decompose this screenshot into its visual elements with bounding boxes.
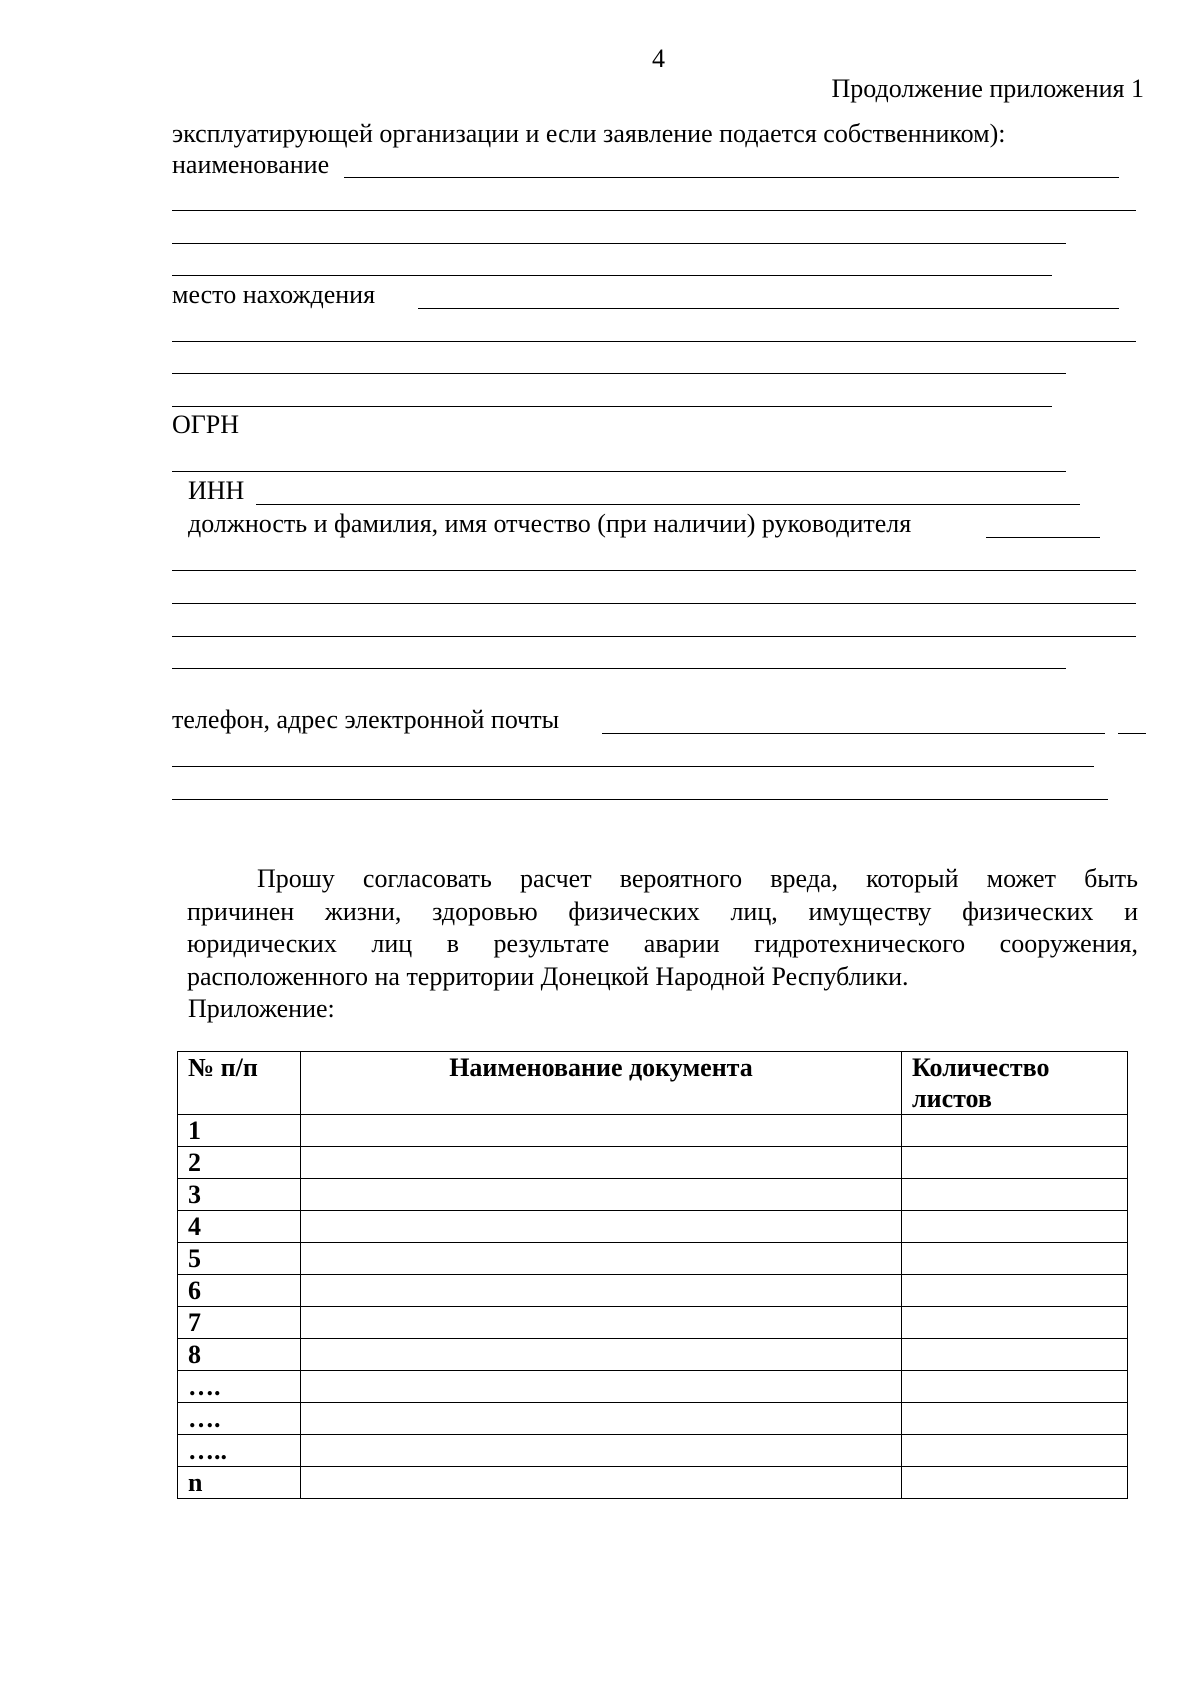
head-input-line[interactable] bbox=[986, 537, 1100, 538]
head-input-line-2[interactable] bbox=[172, 570, 1136, 571]
location-input-line-3[interactable] bbox=[172, 373, 1066, 374]
head-input-line-4[interactable] bbox=[172, 636, 1136, 637]
document-name-cell[interactable] bbox=[301, 1243, 902, 1275]
row-number: 3 bbox=[178, 1179, 301, 1211]
row-number: ….. bbox=[178, 1435, 301, 1467]
head-input-line-5[interactable] bbox=[172, 668, 1066, 669]
intro-line: эксплуатирующей организации и если заявление подается собственником): bbox=[172, 119, 1006, 148]
sheet-count-cell[interactable] bbox=[902, 1147, 1128, 1179]
sheet-count-cell[interactable] bbox=[902, 1371, 1128, 1403]
table-row bbox=[178, 1339, 1128, 1371]
request-line-1: Прошу согласовать расчет вероятного вреда, который может быть bbox=[257, 864, 1138, 893]
row-number: 5 bbox=[178, 1243, 301, 1275]
sheet-count-cell[interactable] bbox=[902, 1275, 1128, 1307]
table-row bbox=[178, 1307, 1128, 1339]
sheet-count-cell[interactable] bbox=[902, 1339, 1128, 1371]
contacts-input-line-tail[interactable] bbox=[1118, 733, 1146, 734]
document-name-cell[interactable] bbox=[301, 1371, 902, 1403]
document-name-cell[interactable] bbox=[301, 1467, 902, 1499]
ogrn-input-line[interactable] bbox=[172, 471, 1066, 472]
sheet-count-cell[interactable] bbox=[902, 1243, 1128, 1275]
attachment-label: Приложение: bbox=[188, 994, 335, 1023]
request-line-3: юридических лиц в результате аварии гидротехнического сооружения, bbox=[187, 929, 1138, 958]
document-name-cell[interactable] bbox=[301, 1179, 902, 1211]
table-row bbox=[178, 1467, 1128, 1499]
name-input-line-4[interactable] bbox=[172, 275, 1052, 276]
table-header-row bbox=[178, 1052, 1128, 1115]
table-row bbox=[178, 1275, 1128, 1307]
name-input-line[interactable] bbox=[344, 177, 1119, 178]
head-label: должность и фамилия, имя отчество (при наличии) руководителя bbox=[188, 509, 912, 538]
sheet-count-cell[interactable] bbox=[902, 1307, 1128, 1339]
table-row bbox=[178, 1147, 1128, 1179]
row-number: 2 bbox=[178, 1147, 301, 1179]
contacts-input-line-2[interactable] bbox=[172, 766, 1094, 767]
head-input-line-3[interactable] bbox=[172, 603, 1136, 604]
location-input-line-4[interactable] bbox=[172, 406, 1052, 407]
sheet-count-cell[interactable] bbox=[902, 1179, 1128, 1211]
table-row bbox=[178, 1179, 1128, 1211]
inn-input-line[interactable] bbox=[256, 504, 1080, 505]
name-input-line-3[interactable] bbox=[172, 243, 1066, 244]
request-paragraph bbox=[187, 863, 1138, 993]
document-name-cell[interactable] bbox=[301, 1435, 902, 1467]
table-row bbox=[178, 1403, 1128, 1435]
table-row bbox=[178, 1243, 1128, 1275]
document-name-cell[interactable] bbox=[301, 1339, 902, 1371]
location-input-line-2[interactable] bbox=[172, 341, 1136, 342]
name-input-line-2[interactable] bbox=[172, 210, 1136, 211]
sheet-count-cell[interactable] bbox=[902, 1467, 1128, 1499]
name-label: наименование bbox=[172, 150, 330, 179]
location-input-line[interactable] bbox=[418, 308, 1119, 309]
table-row bbox=[178, 1115, 1128, 1147]
inn-label: ИНН bbox=[188, 476, 245, 505]
header-number: № п/п bbox=[178, 1052, 301, 1115]
sheet-count-cell[interactable] bbox=[902, 1435, 1128, 1467]
row-number: …. bbox=[178, 1403, 301, 1435]
row-number: 8 bbox=[178, 1339, 301, 1371]
row-number: n bbox=[178, 1467, 301, 1499]
row-number: 4 bbox=[178, 1211, 301, 1243]
request-line-2: причинен жизни, здоровью физических лиц, имуществу физических и bbox=[187, 896, 1138, 926]
attachments-table bbox=[177, 1051, 1128, 1499]
contacts-input-line-3[interactable] bbox=[172, 799, 1108, 800]
contacts-label: телефон, адрес электронной почты bbox=[172, 705, 560, 734]
document-name-cell[interactable] bbox=[301, 1275, 902, 1307]
contacts-input-line[interactable] bbox=[602, 733, 1105, 734]
header-document-name: Наименование документа bbox=[301, 1052, 902, 1115]
row-number: 1 bbox=[178, 1115, 301, 1147]
document-name-cell[interactable] bbox=[301, 1147, 902, 1179]
document-name-cell[interactable] bbox=[301, 1403, 902, 1435]
row-number: 6 bbox=[178, 1275, 301, 1307]
table-row bbox=[178, 1211, 1128, 1243]
page-number: 4 bbox=[652, 44, 665, 73]
table-row bbox=[178, 1371, 1128, 1403]
location-label: место нахождения bbox=[172, 280, 376, 309]
appendix-continuation-header: Продолжение приложения 1 bbox=[831, 74, 1144, 103]
row-number: …. bbox=[178, 1371, 301, 1403]
row-number: 7 bbox=[178, 1307, 301, 1339]
document-name-cell[interactable] bbox=[301, 1115, 902, 1147]
table-row bbox=[178, 1435, 1128, 1467]
header-sheet-count: Количество листов bbox=[902, 1052, 1128, 1115]
document-name-cell[interactable] bbox=[301, 1307, 902, 1339]
request-line-4: расположенного на территории Донецкой Народной Республики. bbox=[187, 961, 909, 991]
sheet-count-cell[interactable] bbox=[902, 1115, 1128, 1147]
document-name-cell[interactable] bbox=[301, 1211, 902, 1243]
sheet-count-cell[interactable] bbox=[902, 1403, 1128, 1435]
ogrn-label: ОГРН bbox=[172, 410, 240, 439]
sheet-count-cell[interactable] bbox=[902, 1211, 1128, 1243]
